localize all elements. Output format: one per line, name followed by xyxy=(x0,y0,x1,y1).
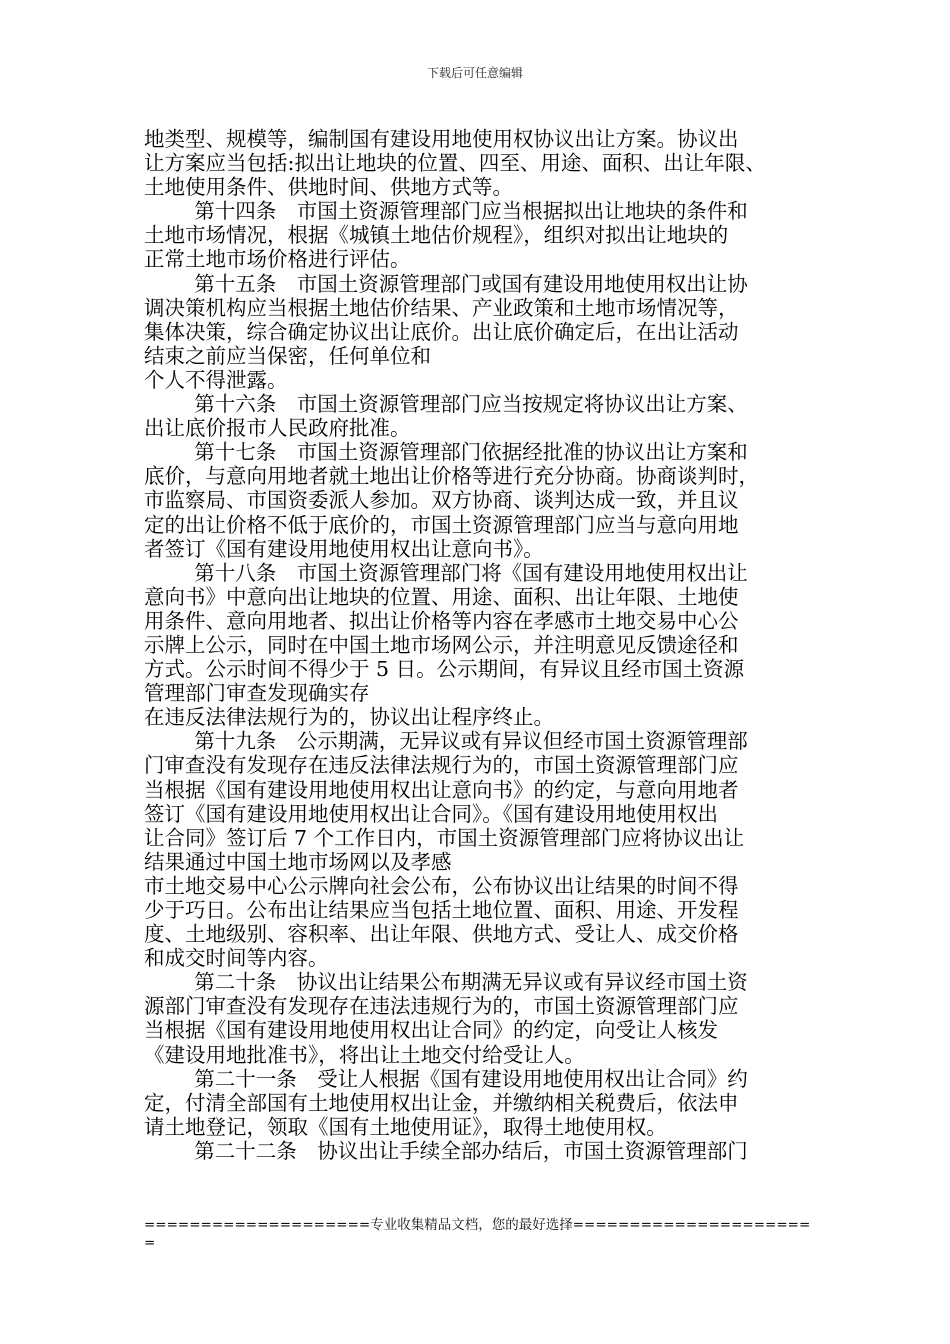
article-start-line: 第十九条 公示期满，无异议或有异议但经市国土资源管理部 xyxy=(194,729,748,754)
text-line: 请土地登记，领取《国有土地使用证》，取得土地使用权。 xyxy=(144,1114,667,1139)
text-line: 出让底价报市人民政府批准。 xyxy=(144,416,411,441)
article-start-line: 第二十条 协议出让结果公布期满无异议或有异议经市国土资 xyxy=(194,970,748,995)
article-start-line: 第十六条 市国土资源管理部门应当按规定将协议出让方案、 xyxy=(194,392,748,417)
text-line: 用条件、意向用地者、拟出让价格等内容在孝感市土地交易中心公 xyxy=(144,608,739,633)
text-line: 市监察局、市国资委派人参加。双方协商、谈判达成一致，并且议 xyxy=(144,488,739,513)
text-line: 调决策机构应当根据土地估价结果、产业政策和土地市场情况等， xyxy=(144,295,739,320)
page-footer xyxy=(144,1216,816,1252)
text-line: 地类型、规模等，编制国有建设用地使用权协议出让方案。协议出 xyxy=(144,127,739,151)
footer-banner: ====================专业收集精品文档，您的最好选择===================== xyxy=(144,1217,811,1233)
text-line: 市土地交易中心公示牌向社会公布，公布协议出让结果的时间不得 xyxy=(144,873,739,898)
article-start-line: 第十七条 市国土资源管理部门依据经批准的协议出让方案和 xyxy=(194,440,748,465)
text-line: 让方案应当包括:拟出让地块的位置、四至、用途、面积、出让年限、 xyxy=(144,151,766,176)
text-line: 在违反法律法规行为的，协议出让程序终止。 xyxy=(144,705,554,730)
text-line: 底价，与意向用地者就土地出让价格等进行充分协商。协商谈判时， xyxy=(144,464,759,489)
article-start-line: 第二十一条 受让人根据《国有建设用地使用权出让合同》约 xyxy=(194,1066,748,1091)
text-line: 集体决策，综合确定协议出让底价。出让底价确定后，在出让活动 xyxy=(144,319,739,344)
text-line: 和成交时间等内容。 xyxy=(144,946,329,971)
text-line: 土地市场情况，根据《城镇土地估价规程》，组织对拟出让地块的 xyxy=(144,223,729,248)
article-start-line: 第十五条 市国土资源管理部门或国有建设用地使用权出让协 xyxy=(194,271,748,296)
text-line: 管理部门审查发现确实存 xyxy=(144,681,370,706)
text-line: 个人不得泄露。 xyxy=(144,367,288,392)
text-line: 示牌上公示，同时在中国土地市场网公示，并注明意见反馈途径和 xyxy=(144,632,739,657)
page-header: 下载后可任意编辑 xyxy=(426,66,523,80)
text-line: 正常土地市场价格进行评估。 xyxy=(144,247,411,272)
text-line: 当根据《国有建设用地使用权出让合同》的约定，向受让人核发 xyxy=(144,1018,718,1043)
text-line: 《建设用地批准书》，将出让土地交付给受让人。 xyxy=(144,1042,585,1067)
text-line: 定的出让价格不低于底价的，市国土资源管理部门应当与意向用地 xyxy=(144,512,739,537)
text-line: 结果通过中国土地市场网以及孝感 xyxy=(144,849,452,874)
text-line: 土地使用条件、供地时间、供地方式等。 xyxy=(144,175,513,200)
text-line: 签订《国有建设用地使用权出让合同》。《国有建设用地使用权出 xyxy=(144,801,718,826)
text-line: 门审查没有发现存在违反法律法规行为的，市国土资源管理部门应 xyxy=(144,753,739,778)
text-line: 让合同》签订后 7 个工作日内，市国土资源管理部门应将协议出让 xyxy=(144,825,745,850)
text-line: 少于巧日。公布出让结果应当包括土地位置、面积、用途、开发程 xyxy=(144,898,739,922)
article-start-line: 第二十二条 协议出让手续全部办结后，市国土资源管理部门 xyxy=(194,1138,748,1163)
text-line: 定，付清全部国有土地使用权出让金，并缴纳相关税费后，依法申 xyxy=(144,1090,739,1115)
text-line: 当根据《国有建设用地使用权出让意向书》的约定，与意向用地者 xyxy=(144,777,739,802)
article-start-line: 第十四条 市国土资源管理部门应当根据拟出让地块的条件和 xyxy=(194,199,748,224)
footer-banner-continuation: = xyxy=(144,1235,156,1251)
text-line: 度、土地级别、容积率、出让年限、供地方式、受让人、成交价格 xyxy=(144,922,739,947)
text-line: 者签订《国有建设用地使用权出让意向书》。 xyxy=(144,536,544,561)
article-start-line: 第十八条 市国土资源管理部门将《国有建设用地使用权出让 xyxy=(194,560,748,585)
text-line: 源部门审查没有发现存在违法违规行为的，市国土资源管理部门应 xyxy=(144,994,739,1019)
text-line: 方式。公示时间不得少于 5 日。公示期间，有异议且经市国土资源 xyxy=(144,657,745,682)
text-line: 意向书》中意向出让地块的位置、用途、面积、出让年限、土地使 xyxy=(144,584,739,609)
text-line: 结束之前应当保密，任何单位和 xyxy=(144,343,431,368)
document-body xyxy=(144,127,816,1163)
